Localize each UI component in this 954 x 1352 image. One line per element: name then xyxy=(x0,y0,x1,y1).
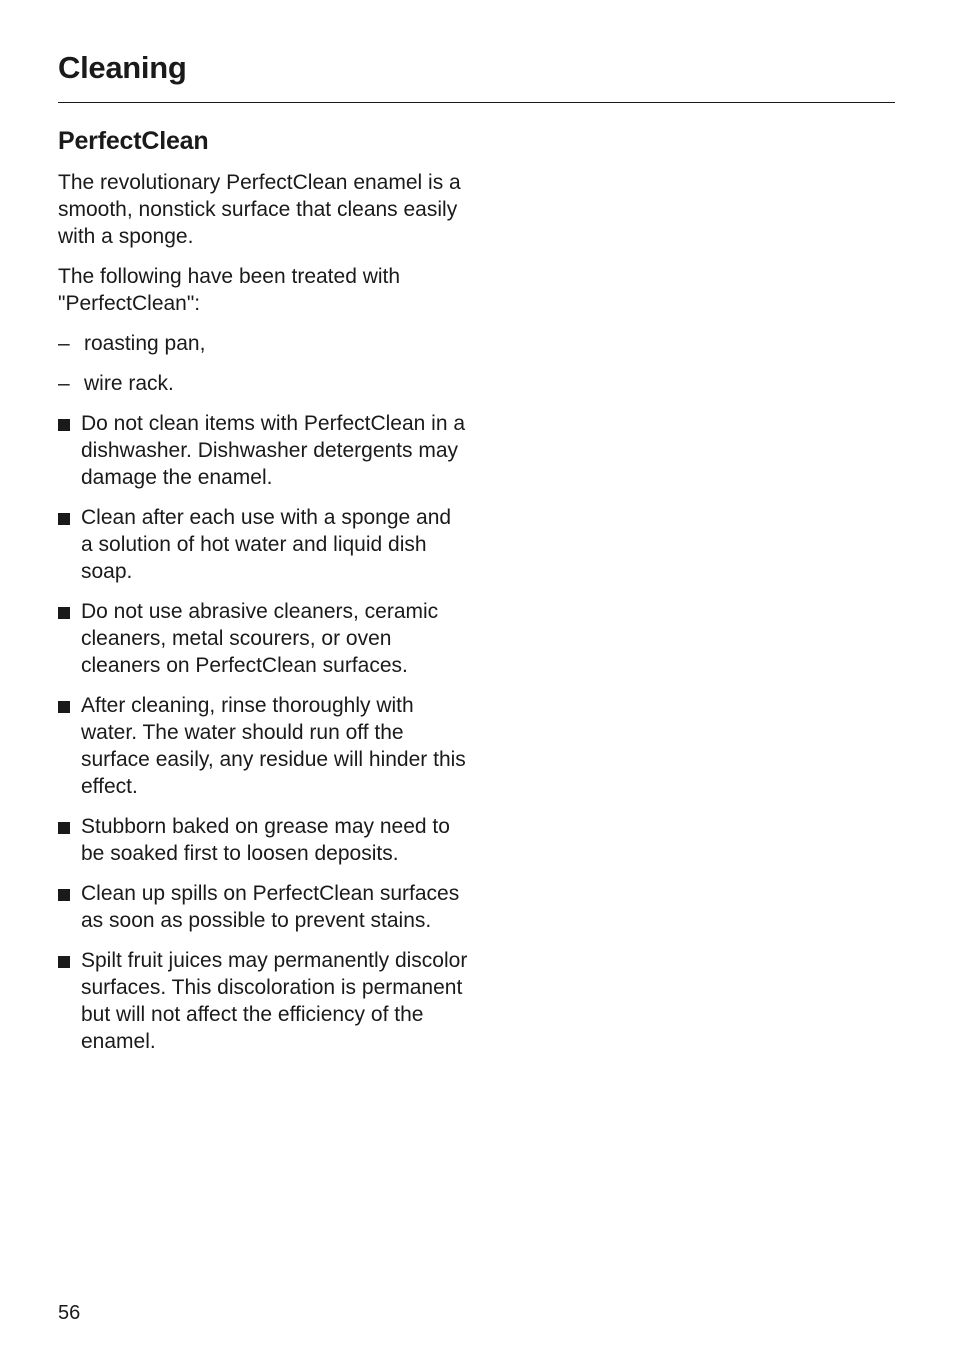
square-bullet-icon xyxy=(58,947,81,1055)
list-item xyxy=(58,330,468,357)
square-bullet-icon xyxy=(58,813,81,867)
instruction-item xyxy=(58,598,468,679)
square-bullet-icon xyxy=(58,504,81,585)
page-header xyxy=(58,48,895,103)
instruction-text: Clean up spills on PerfectClean surfaces as soon as possible to prevent stains. xyxy=(81,882,460,932)
instruction-text: Clean after each use with a sponge and a solution of hot water and liquid dish soap. xyxy=(81,506,452,583)
list-item-text: wire rack. xyxy=(84,372,174,395)
instruction-text: Do not use abrasive cleaners, ceramic cleaners, metal scourers, or oven cleaners on PerfectClean surfaces. xyxy=(81,600,439,677)
instruction-text: Stubborn baked on grease may need to be soaked first to loosen deposits. xyxy=(81,815,450,865)
intro-paragraph: The revolutionary PerfectClean enamel is a smooth, nonstick surface that cleans easily with a sponge. xyxy=(58,171,461,248)
square-bullet-icon xyxy=(58,880,81,934)
treated-items-list xyxy=(58,330,468,397)
instruction-text: Do not clean items with PerfectClean in a dishwasher. Dishwasher detergents may damage the enamel. xyxy=(81,412,466,489)
instruction-text: After cleaning, rinse thoroughly with water. The water should run off the surface easily, any residue will hinder this effect. xyxy=(81,694,466,798)
instruction-item xyxy=(58,880,468,934)
list-item xyxy=(58,370,468,397)
dash-marker: – xyxy=(58,332,70,355)
square-bullet-icon xyxy=(58,410,81,491)
list-item-text: roasting pan, xyxy=(84,332,206,355)
page-number: 56 xyxy=(58,1302,81,1324)
dash-marker: – xyxy=(58,372,70,395)
square-bullet-icon xyxy=(58,598,81,679)
instruction-text: Spilt fruit juices may permanently discolor surfaces. This discoloration is permanent but will not affect the efficiency of the enamel. xyxy=(81,949,468,1053)
main-content xyxy=(58,124,468,1068)
instruction-item xyxy=(58,947,468,1055)
instruction-item xyxy=(58,692,468,800)
instruction-item xyxy=(58,504,468,585)
instruction-item xyxy=(58,813,468,867)
section-title: PerfectClean xyxy=(58,127,209,155)
instruction-item xyxy=(58,410,468,491)
square-bullet-icon xyxy=(58,692,81,800)
page-title: Cleaning xyxy=(58,50,187,85)
instructions-list xyxy=(58,410,468,1055)
treated-items-intro: The following have been treated with "PerfectClean": xyxy=(58,265,401,315)
